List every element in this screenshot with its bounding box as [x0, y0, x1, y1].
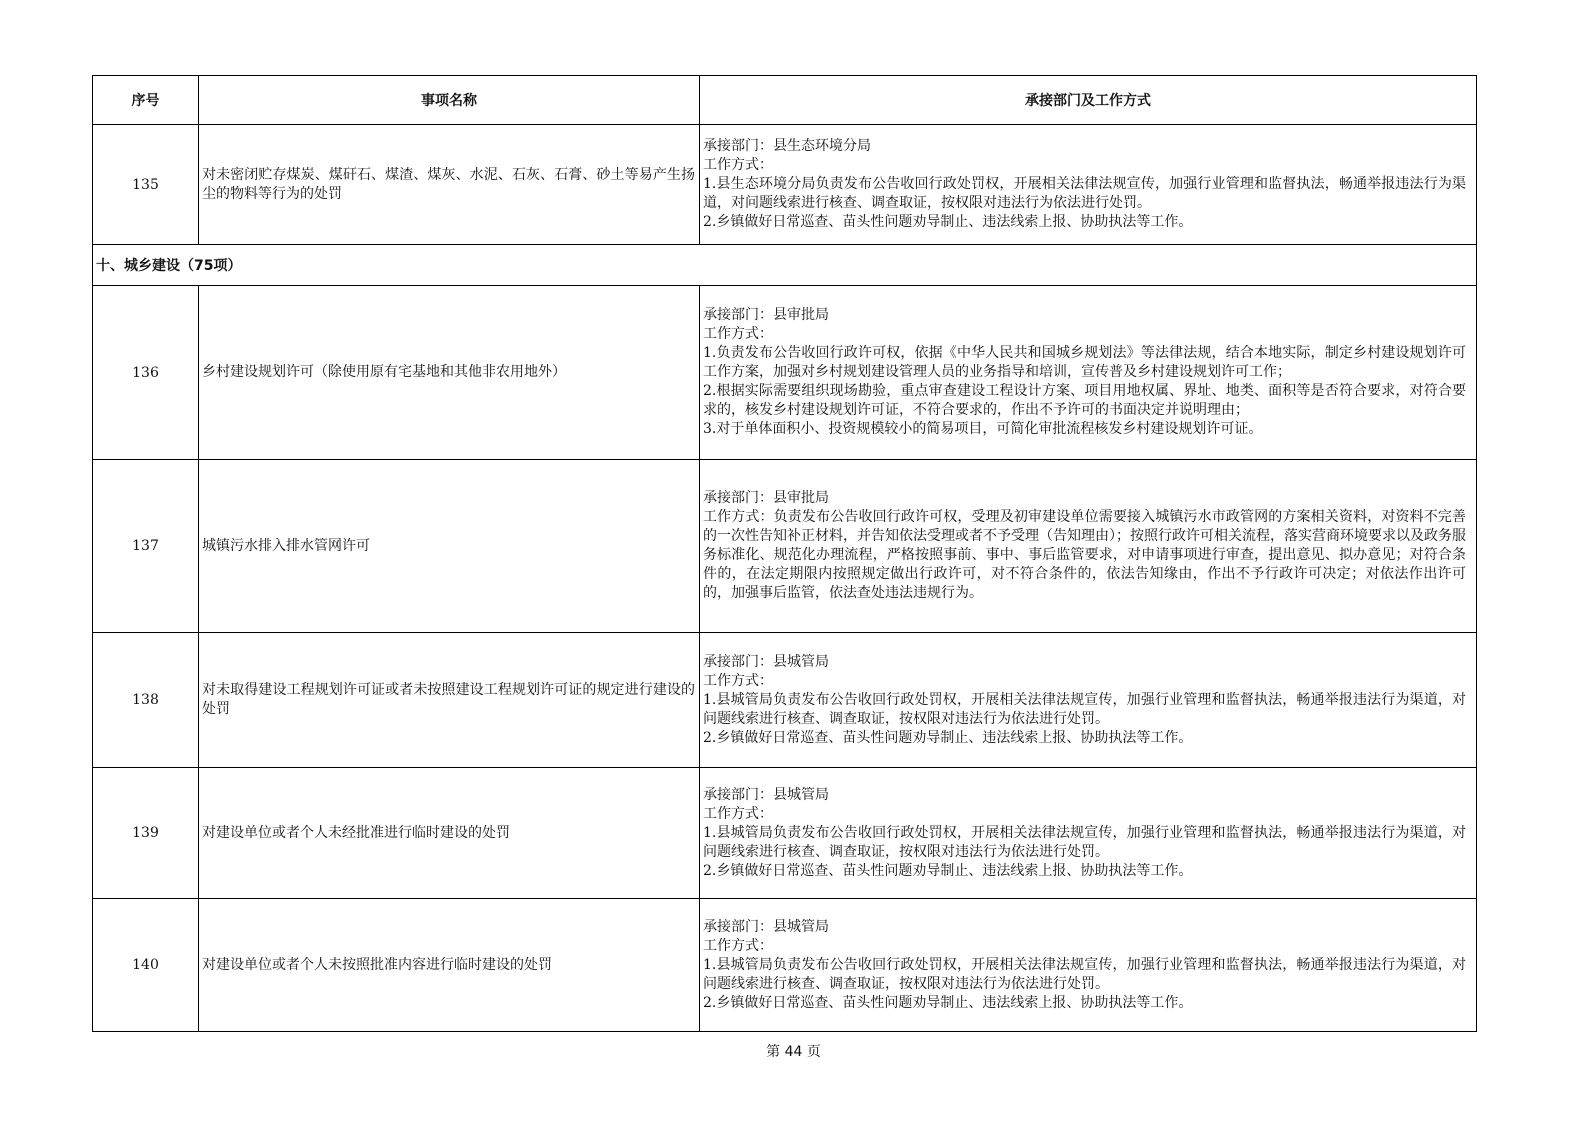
- dept-line: 1.县城管局负责发布公告收回行政处罚权，开展相关法律法规宣传，加强行业管理和监督执法，畅通举报违法行为渠道，对问题线索进行核查、调查取证，按权限对违法行为依法进行处罚。: [703, 956, 1466, 992]
- dept-line: 1.县城管局负责发布公告收回行政处罚权，开展相关法律法规宣传，加强行业管理和监督执法，畅通举报违法行为渠道，对问题线索进行核查、调查取证，按权限对违法行为依法进行处罚。: [703, 691, 1466, 727]
- row-name: 对建设单位或者个人未按照批准内容进行临时建设的处罚: [199, 899, 700, 1032]
- row-name: 对未取得建设工程规划许可证或者未按照建设工程规划许可证的规定进行建设的处罚: [199, 633, 700, 768]
- row-no: 138: [93, 633, 199, 768]
- row-name: 对未密闭贮存煤炭、煤矸石、煤渣、煤灰、水泥、石灰、石膏、砂土等易产生扬尘的物料等行为的处罚: [199, 125, 700, 245]
- dept-line: 2.乡镇做好日常巡查、苗头性问题劝导制止、违法线索上报、协助执法等工作。: [703, 994, 1193, 1011]
- page-number: 第 44 页: [766, 1044, 821, 1060]
- row-dept: [700, 633, 1477, 768]
- dept-line: 2.根据实际需要组织现场勘验，重点审查建设工程设计方案、项目用地权属、界址、地类、面积等是否符合要求，对符合要求的，核发乡村建设规划许可证，不符合要求的，作出不予许可的书面决定并说明理由；: [703, 383, 1466, 418]
- dept-line: 承接部门：县审批局: [703, 490, 829, 506]
- row-name: 乡村建设规划许可（除使用原有宅基地和其他非农用地外）: [199, 286, 700, 460]
- row-dept: [700, 286, 1477, 460]
- row-no: 135: [93, 125, 199, 245]
- table-row: [93, 460, 1477, 633]
- dept-line: 工作方式：: [703, 805, 773, 822]
- table-row: [93, 125, 1477, 245]
- dept-line: 1.县城管局负责发布公告收回行政处罚权，开展相关法律法规宣传，加强行业管理和监督执法，畅通举报违法行为渠道，对问题线索进行核查、调查取证，按权限对违法行为依法进行处罚。: [703, 824, 1466, 860]
- section-row: [93, 245, 1477, 286]
- items-table: [92, 75, 1477, 1032]
- dept-line: 工作方式：: [703, 672, 773, 689]
- section-title: 十、城乡建设（75项）: [93, 245, 1477, 286]
- table-row: [93, 768, 1477, 899]
- dept-line: 工作方式：负责发布公告收回行政许可权，受理及初审建设单位需要接入城镇污水市政管网的方案相关资料，对资料不完善的一次性告知补正材料，并告知依法受理或者不予受理（告知理由）；按照行政许可相关流程，落实营商环境要求以及政务服务标准化、规范化办理流程，严格按照事前、事中、事后监管要求，对申请事项进行审查，提出意见、拟办意见；对符合条件的，在法定期限内按照规定做出行政许可，对不符合条件的，依法告知缘由，作出不予行政许可决定；对依法作出许可的，加强事后监管，依法查处违法违规行为。: [703, 509, 1466, 601]
- dept-line: 承接部门：县城管局: [703, 653, 829, 670]
- table-row: [93, 899, 1477, 1032]
- row-no: 136: [93, 286, 199, 460]
- dept-line: 1.县生态环境分局负责发布公告收回行政处罚权，开展相关法律法规宣传，加强行业管理和监督执法，畅通举报违法行为渠道，对问题线索进行核查、调查取证，按权限对违法行为依法进行处罚。: [703, 176, 1466, 211]
- dept-line: 承接部门：县生态环境分局: [703, 138, 871, 154]
- dept-line: 2.乡镇做好日常巡查、苗头性问题劝导制止、违法线索上报、协助执法等工作。: [703, 862, 1193, 879]
- dept-line: 工作方式：: [703, 157, 773, 173]
- dept-line: 工作方式：: [703, 937, 773, 954]
- header-row: [93, 76, 1477, 125]
- row-dept: [700, 899, 1477, 1032]
- dept-line: 承接部门：县城管局: [703, 786, 829, 803]
- header-dept: 承接部门及工作方式: [700, 76, 1477, 125]
- dept-line: 工作方式：: [703, 326, 773, 342]
- row-name: 城镇污水排入排水管网许可: [199, 460, 700, 633]
- row-dept: [700, 460, 1477, 633]
- table-row: [93, 286, 1477, 460]
- dept-line: 2.乡镇做好日常巡查、苗头性问题劝导制止、违法线索上报、协助执法等工作。: [703, 214, 1193, 230]
- row-dept: [700, 125, 1477, 245]
- dept-line: 承接部门：县审批局: [703, 307, 829, 323]
- row-no: 139: [93, 768, 199, 899]
- table-row: [93, 633, 1477, 768]
- row-no: 140: [93, 899, 199, 1032]
- dept-line: 1.负责发布公告收回行政许可权，依据《中华人民共和国城乡规划法》等法律法规，结合本地实际，制定乡村建设规划许可工作方案，加强对乡村规划建设管理人员的业务指导和培训，宣传普及乡村建设规划许可工作；: [703, 345, 1466, 380]
- header-no: 序号: [93, 76, 199, 125]
- dept-line: 3.对于单体面积小、投资规模较小的简易项目，可简化审批流程核发乡村建设规划许可证。: [703, 421, 1263, 437]
- dept-line: 2.乡镇做好日常巡查、苗头性问题劝导制止、违法线索上报、协助执法等工作。: [703, 729, 1193, 746]
- dept-line: 承接部门：县城管局: [703, 918, 829, 935]
- row-name: 对建设单位或者个人未经批准进行临时建设的处罚: [199, 768, 700, 899]
- row-dept: [700, 768, 1477, 899]
- header-name: 事项名称: [199, 76, 700, 125]
- row-no: 137: [93, 460, 199, 633]
